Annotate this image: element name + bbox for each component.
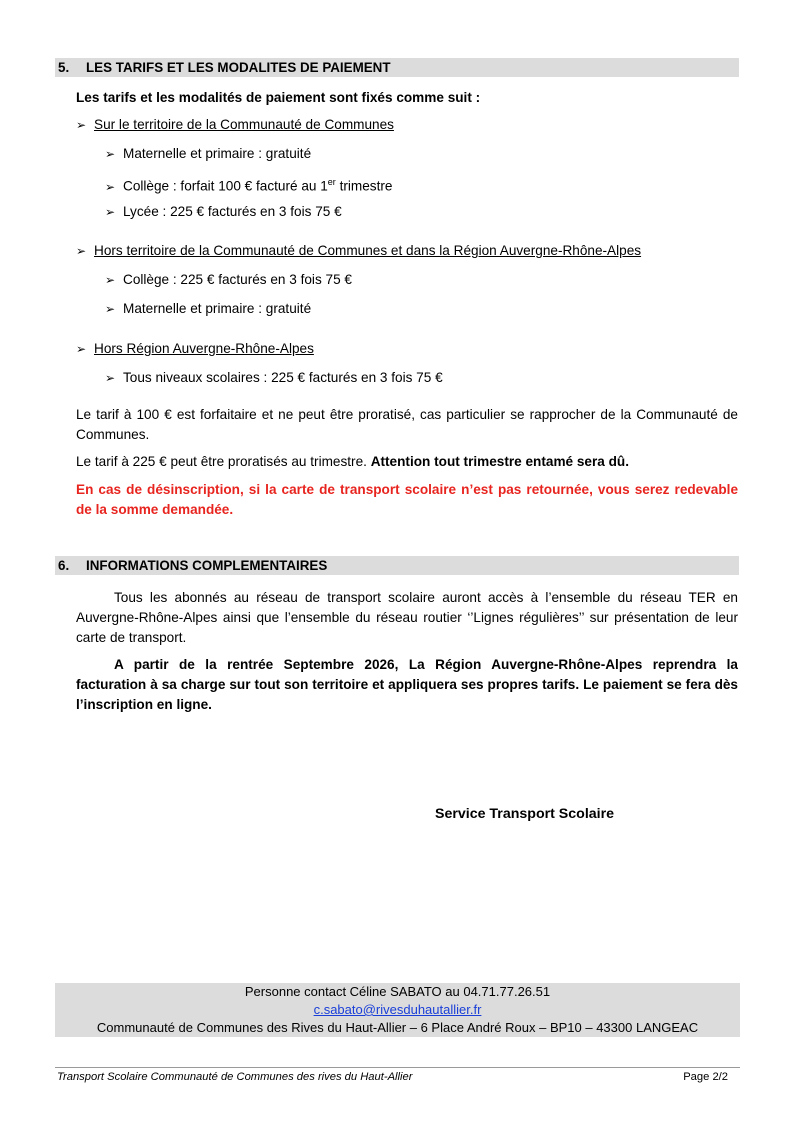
arrow-bullet-icon: ➢	[76, 118, 87, 132]
arrow-bullet-icon: ➢	[105, 302, 116, 316]
section-number: 5.	[58, 60, 70, 75]
list-item: ➢ Maternelle et primaire : gratuité	[105, 144, 311, 164]
group-heading: ➢ Hors Région Auvergne-Rhône-Alpes	[76, 339, 314, 359]
list-item: ➢ Lycée : 225 € facturés en 3 fois 75 €	[105, 202, 342, 222]
group-heading: ➢ Sur le territoire de la Communauté de Communes	[76, 115, 394, 135]
arrow-bullet-icon: ➢	[105, 205, 116, 219]
arrow-bullet-icon: ➢	[105, 179, 116, 194]
section-5-header	[55, 58, 739, 77]
paragraph: A partir de la rentrée Septembre 2026, La Région Auvergne-Rhône-Alpes reprendra la facturation à sa charge sur tout son territoire et appliquera ses propres tarifs. Le paiement se fera dès l’inscription en ligne.	[76, 657, 738, 712]
list-item: ➢ Maternelle et primaire : gratuité	[105, 299, 311, 319]
paragraph: Le tarif à 100 € est forfaitaire et ne peut être proratisé, cas particulier se rapprocher de la Communauté de Communes.	[76, 407, 738, 442]
paragraph: Le tarif à 225 € peut être proratisés au trimestre. Attention tout trimestre entamé sera dû.	[76, 454, 630, 469]
section-title: INFORMATIONS COMPLEMENTAIRES	[86, 558, 328, 573]
intro-text: Les tarifs et les modalités de paiement sont fixés comme suit :	[76, 90, 481, 105]
section-number: 6.	[58, 558, 70, 573]
arrow-bullet-icon: ➢	[76, 342, 87, 356]
footer-divider	[55, 1067, 740, 1068]
list-item: ➢ Tous niveaux scolaires : 225 € facturés en 3 fois 75 €	[105, 368, 443, 388]
page-number: Page 2/2	[683, 1071, 728, 1083]
section-6-header	[55, 556, 739, 575]
warning-text: En cas de désinscription, si la carte de transport scolaire n’est pas retournée, vous serez redevable de la somme demandée.	[76, 482, 738, 517]
signature: Service Transport Scolaire	[435, 806, 615, 822]
section-title: LES TARIFS ET LES MODALITES DE PAIEMENT	[86, 60, 391, 75]
paragraph: Tous les abonnés au réseau de transport scolaire auront accès à l’ensemble du réseau TER en Auvergne-Rhône-Alpes ainsi que l’ensemble du réseau routier ‘’Lignes régulières’’ sur présentation de leur carte de transport.	[76, 590, 738, 645]
arrow-bullet-icon: ➢	[105, 371, 116, 385]
list-item: ➢ Collège : forfait 100 € facturé au 1er trimestre	[105, 173, 392, 197]
contact-address: Communauté de Communes des Rives du Haut-Allier – 6 Place André Roux – BP10 – 43300 LANGEAC	[96, 1020, 699, 1035]
arrow-bullet-icon: ➢	[105, 147, 116, 161]
list-item: ➢ Collège : 225 € facturés en 3 fois 75 €	[105, 270, 352, 290]
email-link[interactable]: c.sabato@rivesduhautallier.fr	[313, 1002, 482, 1017]
contact-line: Personne contact Céline SABATO au 04.71.77.26.51	[244, 984, 551, 999]
arrow-bullet-icon: ➢	[105, 273, 116, 287]
contact-box	[55, 983, 740, 1037]
arrow-bullet-icon: ➢	[76, 244, 87, 258]
group-heading: ➢ Hors territoire de la Communauté de Communes et dans la Région Auvergne-Rhône-Alpes	[76, 241, 641, 261]
footer-title: Transport Scolaire Communauté de Communes des rives du Haut-Allier	[57, 1071, 413, 1083]
